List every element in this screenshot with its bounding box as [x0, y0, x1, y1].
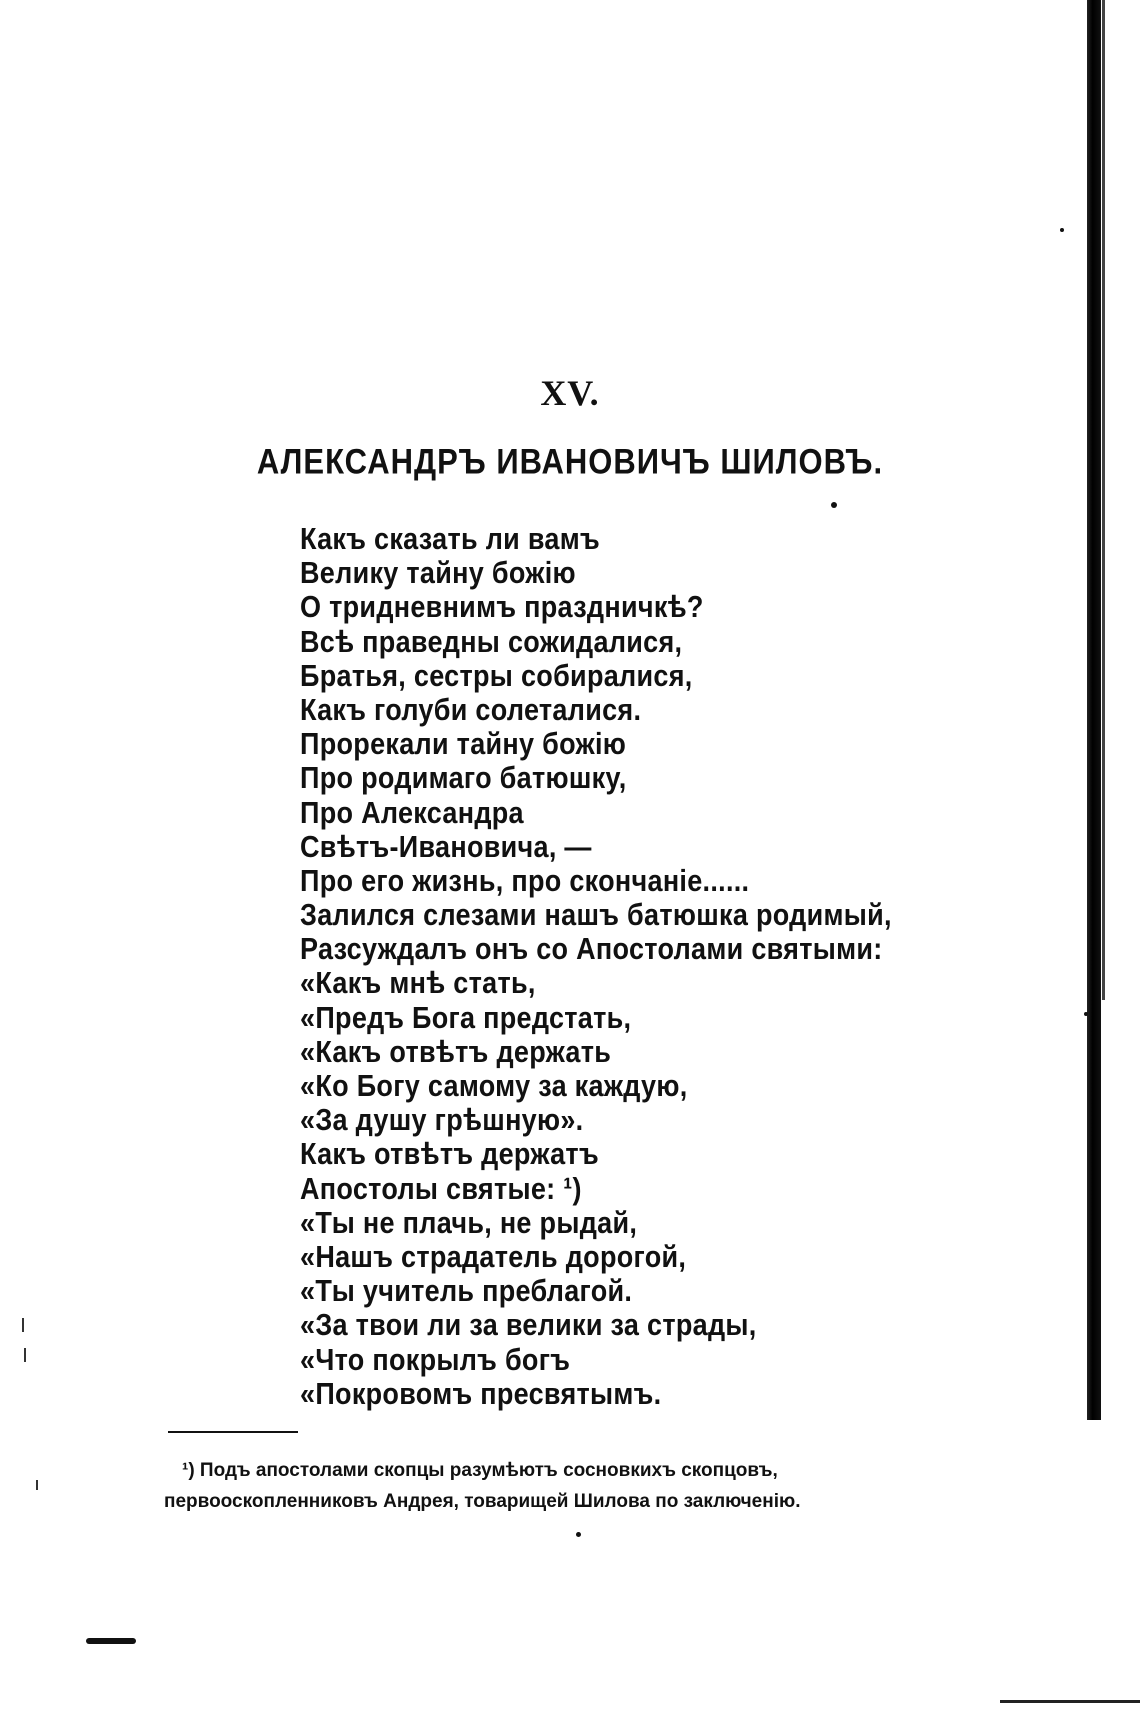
verse-line: Прорекали тайну божію [300, 727, 627, 761]
verse-line: Какъ отвѣтъ держатъ [300, 1137, 599, 1172]
scan-edge-line [1102, 0, 1105, 1000]
verse-line: Про родимаго батюшку, [300, 761, 627, 796]
scan-tick [24, 1348, 26, 1362]
verse-line: «За душу грѣшную». [300, 1103, 584, 1137]
verse-line: «Какъ мнѣ стать, [300, 966, 536, 1001]
footnote [164, 1455, 984, 1517]
scan-left-mark [86, 1638, 136, 1644]
verse-line: Залился слезами нашъ батюшка родимый, [300, 898, 892, 932]
verse-line: Какъ голуби солеталися. [300, 693, 642, 727]
verse-line: «Ко Богу самому за каждую, [300, 1069, 688, 1103]
verse-line: «Какъ отвѣтъ держать [300, 1035, 612, 1069]
footnote-line: первооскопленниковъ Андрея, товарищей Шилова по заключенію. [164, 1491, 801, 1512]
scan-speck [831, 502, 837, 508]
verse-line: «Предъ Бога предстать, [300, 1000, 632, 1035]
scan-bottom-mark [1000, 1700, 1140, 1703]
verse-line: Апостолы святые: ¹) [300, 1171, 582, 1206]
verse-line: Велику тайну божію [300, 556, 576, 590]
verse-line: Свѣтъ-Ивановича, — [300, 829, 592, 864]
verse-line: Братья, сестры собиралися, [300, 658, 693, 693]
verse-line: «Ты учитель преблагой. [300, 1274, 633, 1308]
verse-line: «Нашъ страдатель дорогой, [300, 1240, 687, 1274]
verse-line: Про его жизнь, про скончаніе...... [300, 864, 750, 898]
verse-line: О тридневнимъ праздничкѣ? [300, 590, 704, 625]
scan-speck [1084, 1012, 1088, 1016]
chapter-title: АЛЕКСАНДРЪ ИВАНОВИЧЪ ШИЛОВЪ. [256, 441, 884, 482]
verse-line: «Ты не плачь, не рыдай, [300, 1205, 638, 1240]
footnote-line: ¹) Подъ апостолами скопцы разумѣютъ сосновкихъ скопцовъ, [182, 1460, 778, 1481]
verse-line: Разсуждалъ онъ со Апостолами святыми: [300, 932, 883, 967]
verse-line: Какъ сказать ли вамъ [300, 522, 600, 556]
verse [300, 522, 1020, 1411]
scan-edge-shadow [1087, 0, 1101, 1420]
verse-line: «За твои ли за велики за страды, [300, 1308, 757, 1343]
section-number: XV. [540, 373, 600, 413]
verse-line: «Покровомъ пресвятымъ. [300, 1376, 662, 1411]
scan-speck [1060, 228, 1064, 232]
verse-line: Про Александра [300, 795, 524, 830]
scan-tick [22, 1318, 24, 1332]
verse-line: Всѣ праведны сожидалися, [300, 624, 683, 659]
scan-tick [36, 1480, 38, 1490]
footnote-rule [168, 1431, 298, 1433]
verse-line: «Что покрылъ богъ [300, 1342, 571, 1377]
scan-speck [576, 1532, 581, 1537]
